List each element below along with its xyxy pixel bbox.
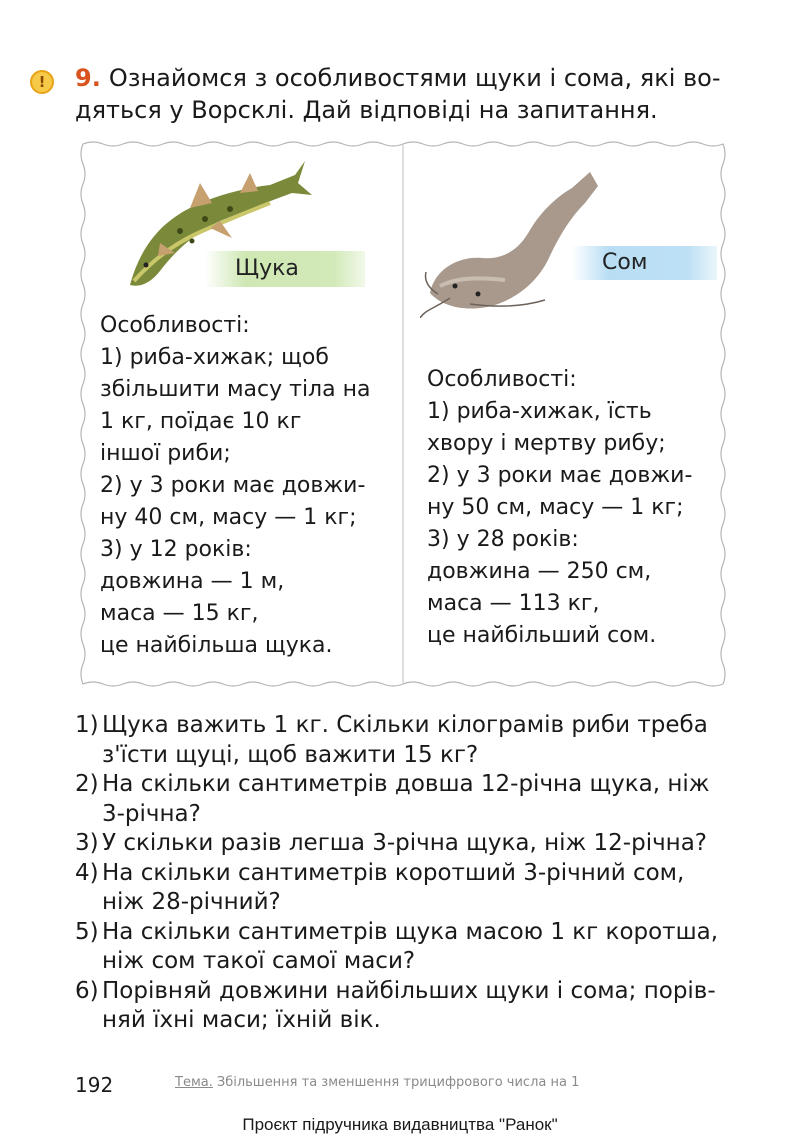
catfish-feature-line: 2) у 3 роки має довжи- (427, 463, 693, 488)
question-item (75, 918, 735, 977)
exclamation-circle-icon: ! (30, 70, 54, 94)
task-number: 9. (75, 64, 101, 92)
task-heading (75, 62, 745, 126)
pike-feature-line: довжина — 1 м, (100, 569, 285, 594)
pike-feature-line: 1 кг, поїдає 10 кг (100, 409, 302, 434)
pike-feature-line: 2) у 3 роки має довжи- (100, 473, 366, 498)
question-number: 2) (75, 771, 99, 797)
catfish-feature-line: 1) риба-хижак, їсть (427, 399, 652, 424)
question-number: 4) (75, 859, 99, 886)
catfish-feature-line: маса — 113 кг, (427, 591, 600, 616)
fish-info-card (75, 138, 731, 690)
topic-line (175, 1075, 579, 1090)
pike-feature-line: це найбільша щука. (100, 633, 333, 658)
question-text: з'їсти щуці, щоб важити 15 кг? (102, 741, 479, 768)
topic-text: Збільшення та зменшення трицифрового числа на 1 (216, 1075, 580, 1090)
catfish-feature-line: ну 50 см, масу — 1 кг; (427, 495, 684, 520)
question-item (75, 770, 735, 829)
pike-label: Щука (205, 251, 365, 287)
pike-feature-line: 1) риба-хижак; щоб (100, 345, 329, 370)
pike-feature-line: 3) у 12 років: (100, 537, 252, 562)
question-text: 3-річна? (102, 800, 201, 827)
question-item (75, 711, 735, 770)
catfish-features (427, 364, 692, 652)
question-text: На скільки сантиметрів довша 12-річна щука, ніж (102, 771, 710, 797)
question-text: У скільки разів легша 3-річна щука, ніж 12-річна? (102, 830, 708, 856)
catfish-feature-line: довжина — 250 см, (427, 559, 652, 584)
question-text: ніж 28-річний? (102, 889, 281, 915)
task-text-line-1: Ознайомся з особливостями щуки і сома, які во- (108, 64, 721, 92)
catfish-label: Сом (572, 246, 717, 280)
catfish-feature-line: 3) у 28 років: (427, 527, 579, 552)
catfish-feature-line: це найбільший сом. (427, 623, 657, 648)
question-number: 6) (75, 977, 99, 1004)
topic-label: Тема. (175, 1075, 213, 1090)
question-item (75, 859, 735, 918)
question-number: 5) (75, 918, 99, 945)
question-text: няй їхні маси; їхній вік. (102, 1007, 381, 1033)
catfish-feature-line: хвору і мертву рибу; (427, 431, 666, 456)
pike-feature-line: збільшити масу тіла на (100, 377, 371, 402)
pike-feature-line: іншої риби; (100, 441, 231, 466)
question-number: 3) (75, 830, 99, 856)
pike-feature-line: маса — 15 кг, (100, 601, 259, 626)
question-text: На скільки сантиметрів коротший 3-річний сом, (102, 859, 685, 886)
task-text-line-2: дяться у Ворсклі. Дай відповіді на запитання. (75, 96, 658, 124)
question-text: Щука важить 1 кг. Скільки кілограмів риби треба (102, 712, 708, 738)
pike-features-heading: Особливості: (100, 313, 250, 338)
question-number: 1) (75, 712, 99, 738)
question-text: Порівняй довжини найбільших щуки і сома; порів- (102, 977, 716, 1004)
pike-features (100, 310, 370, 662)
publisher-note: Проєкт підручника видавництва "Ранок" (242, 1115, 558, 1134)
question-text: На скільки сантиметрів щука масою 1 кг коротша, (102, 918, 719, 945)
page-number: 192 (75, 1073, 114, 1097)
question-item (75, 829, 735, 859)
catfish-features-heading: Особливості: (427, 367, 577, 392)
question-item (75, 977, 735, 1036)
question-text: ніж сом такої самої маси? (102, 948, 416, 974)
questions-list (75, 711, 735, 1036)
catfish-illustration (420, 168, 620, 318)
pike-feature-line: ну 40 см, масу — 1 кг; (100, 505, 357, 530)
